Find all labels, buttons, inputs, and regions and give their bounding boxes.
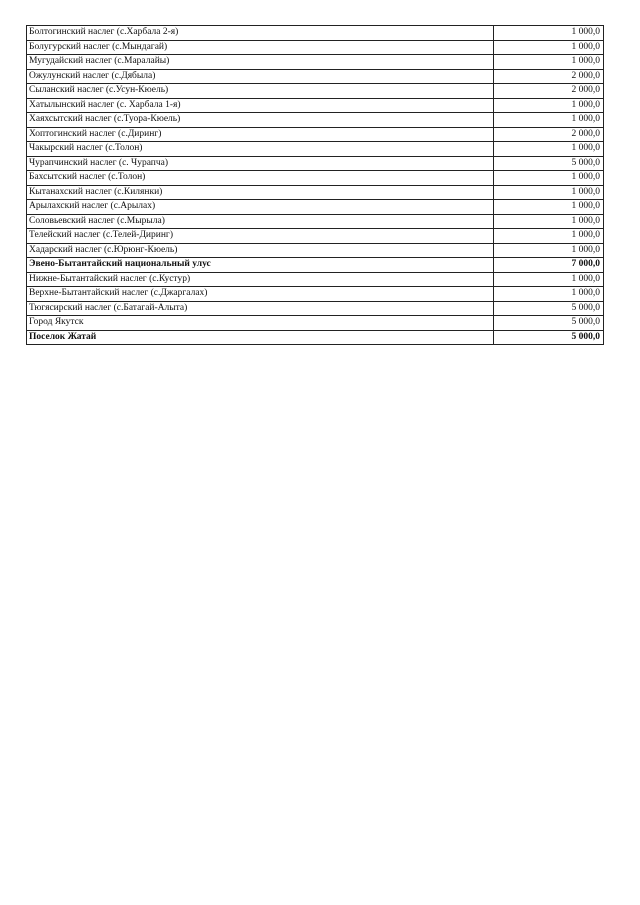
table-row <box>27 98 604 113</box>
table-row <box>27 142 604 157</box>
table-row <box>27 243 604 258</box>
row-name-cell: Мугудайский наслег (с.Маралайы) <box>27 55 494 70</box>
table-row <box>27 113 604 128</box>
row-name-cell: Ожулунский наслег (с.Дябыла) <box>27 69 494 84</box>
row-value-cell: 2 000,0 <box>493 127 603 142</box>
row-value-cell: 1 000,0 <box>493 229 603 244</box>
table-row <box>27 84 604 99</box>
row-name-cell: Чурапчинский наслег (с. Чурапча) <box>27 156 494 171</box>
table-row <box>27 214 604 229</box>
row-value-cell: 1 000,0 <box>493 40 603 55</box>
row-value-cell: 5 000,0 <box>493 330 603 345</box>
row-value-cell: 1 000,0 <box>493 185 603 200</box>
row-value-cell: 1 000,0 <box>493 55 603 70</box>
row-value-cell: 1 000,0 <box>493 98 603 113</box>
row-value-cell: 1 000,0 <box>493 243 603 258</box>
row-value-cell: 1 000,0 <box>493 113 603 128</box>
row-name-cell: Хатылынский наслег (с. Харбала 1-я) <box>27 98 494 113</box>
row-value-cell: 1 000,0 <box>493 287 603 302</box>
row-value-cell: 1 000,0 <box>493 214 603 229</box>
row-name-cell: Хоптогинский наслег (с.Диринг) <box>27 127 494 142</box>
row-value-cell: 5 000,0 <box>493 156 603 171</box>
table-row <box>27 69 604 84</box>
budget-table-body <box>27 26 604 345</box>
table-row <box>27 330 604 345</box>
row-name-cell: Телейский наслег (с.Телей-Диринг) <box>27 229 494 244</box>
table-row <box>27 200 604 215</box>
budget-table <box>26 25 604 345</box>
table-row <box>27 185 604 200</box>
row-value-cell: 1 000,0 <box>493 171 603 186</box>
row-value-cell: 7 000,0 <box>493 258 603 273</box>
row-name-cell: Нижне-Бытантайский наслег (с.Кустур) <box>27 272 494 287</box>
row-name-cell: Верхне-Бытантайский наслег (с.Джаргалах) <box>27 287 494 302</box>
row-name-cell: Болугурский наслег (с.Мындагай) <box>27 40 494 55</box>
row-value-cell: 1 000,0 <box>493 200 603 215</box>
row-value-cell: 2 000,0 <box>493 84 603 99</box>
row-name-cell: Чакырский наслег (с.Толон) <box>27 142 494 157</box>
table-row <box>27 229 604 244</box>
row-name-cell: Тюгясирский наслег (с.Батагай-Алыта) <box>27 301 494 316</box>
row-name-cell: Город Якутск <box>27 316 494 331</box>
row-name-cell: Хадарский наслег (с.Юрюнг-Кюель) <box>27 243 494 258</box>
row-name-cell: Бахсытский наслег (с.Толон) <box>27 171 494 186</box>
row-name-cell: Арылахский наслег (с.Арылах) <box>27 200 494 215</box>
table-row <box>27 26 604 41</box>
row-value-cell: 2 000,0 <box>493 69 603 84</box>
row-name-cell: Хаяхсытский наслег (с.Туора-Кюель) <box>27 113 494 128</box>
table-row <box>27 127 604 142</box>
row-value-cell: 5 000,0 <box>493 316 603 331</box>
table-row <box>27 40 604 55</box>
table-row <box>27 258 604 273</box>
table-row <box>27 272 604 287</box>
row-name-cell: Кытанахский наслег (с.Килянки) <box>27 185 494 200</box>
row-name-cell: Поселок Жатай <box>27 330 494 345</box>
table-row <box>27 301 604 316</box>
table-row <box>27 316 604 331</box>
table-row <box>27 171 604 186</box>
row-value-cell: 1 000,0 <box>493 142 603 157</box>
row-name-cell: Сыланский наслег (с.Усун-Кюель) <box>27 84 494 99</box>
table-row <box>27 156 604 171</box>
row-value-cell: 1 000,0 <box>493 26 603 41</box>
table-row <box>27 287 604 302</box>
row-name-cell: Болтогинский наслег (с.Харбала 2-я) <box>27 26 494 41</box>
table-row <box>27 55 604 70</box>
row-name-cell: Соловьевский наслег (с.Мырыла) <box>27 214 494 229</box>
row-name-cell: Эвено-Бытантайский национальный улус <box>27 258 494 273</box>
row-value-cell: 5 000,0 <box>493 301 603 316</box>
row-value-cell: 1 000,0 <box>493 272 603 287</box>
